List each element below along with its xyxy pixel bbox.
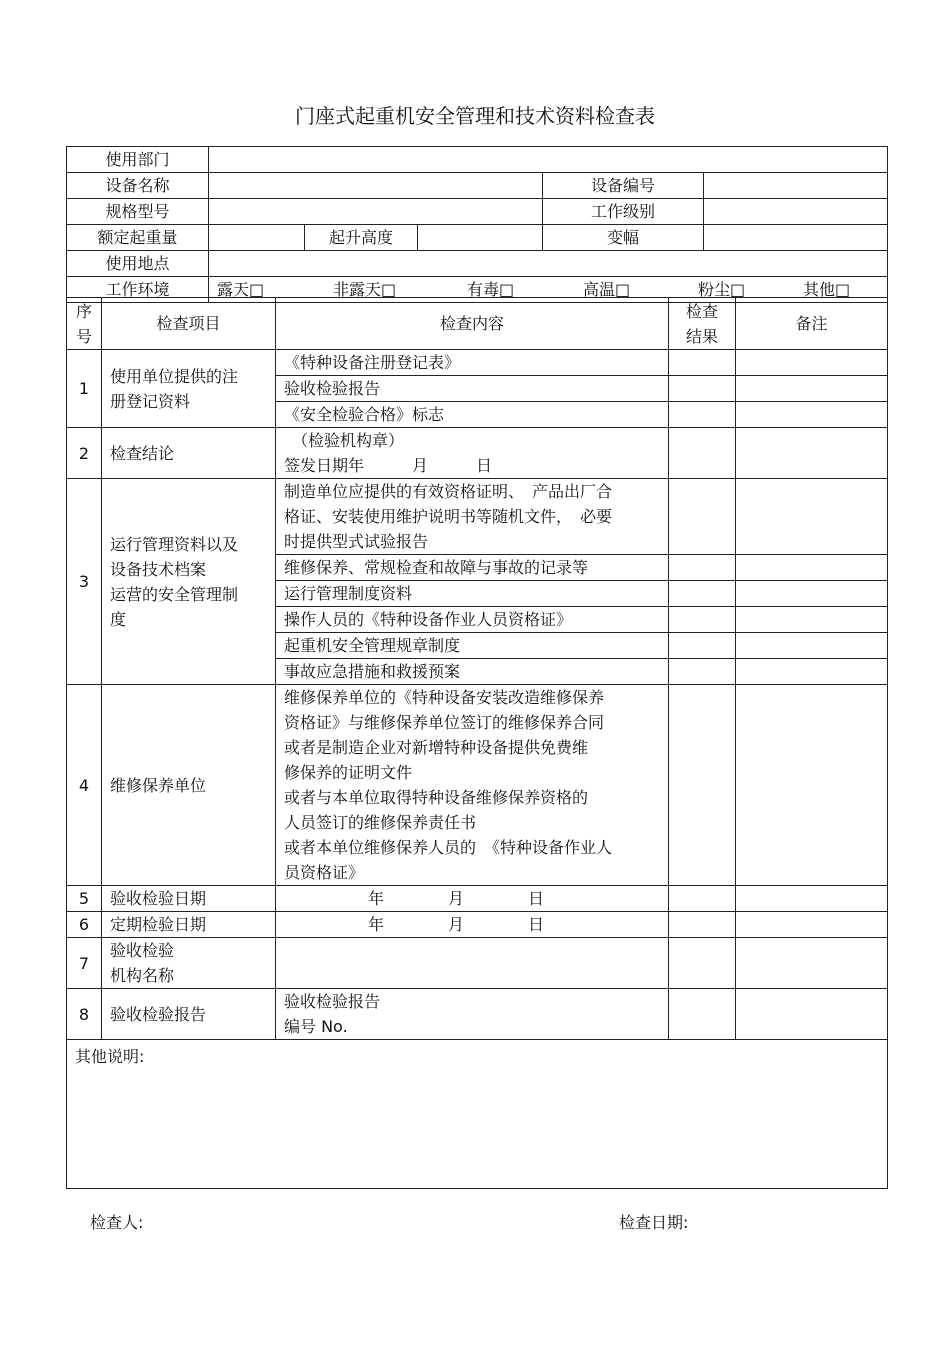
result-cell[interactable] [669,938,736,989]
remark-cell[interactable] [736,350,888,376]
work-level-label: 工作级别 [543,199,704,225]
remark-cell[interactable] [736,479,888,555]
content-line: 《安全检验合格》标志 [276,402,669,428]
env-option-outdoor[interactable]: 露天□ [217,280,265,299]
remark-cell[interactable] [736,938,888,989]
result-cell[interactable] [669,607,736,633]
model-label: 规格型号 [67,199,209,225]
remark-cell[interactable] [736,659,888,685]
table-row [67,428,888,479]
equipment-info-table [66,146,888,303]
header-result: 检查 结果 [669,298,736,350]
result-cell[interactable] [669,402,736,428]
other-notes-row [67,1040,888,1189]
remark-cell[interactable] [736,912,888,938]
content-cell: 制造单位应提供的有效资格证明、 产品出厂合 格证、安装使用维护说明书等随机文件， 必要 时提供型式试验报告 [276,479,669,555]
equip-name-label: 设备名称 [67,173,209,199]
checklist-header-row [67,298,888,350]
row-no: 4 [67,685,102,886]
remark-cell[interactable] [736,376,888,402]
row-item: 定期检验日期 [102,912,276,938]
equip-no-label: 设备编号 [543,173,704,199]
date-cell[interactable]: 年 月 日 [276,886,669,912]
info-row-location [67,251,888,277]
result-cell[interactable] [669,989,736,1040]
row-item: 验收检验日期 [102,886,276,912]
row-item: 检查结论 [102,428,276,479]
info-row-model [67,199,888,225]
env-option-dust[interactable]: 粉尘□ [698,280,746,299]
content-line: 起重机安全管理规章制度 [276,633,669,659]
table-row [67,989,888,1040]
remark-cell[interactable] [736,581,888,607]
result-cell[interactable] [669,912,736,938]
env-option-indoor[interactable]: 非露天□ [333,280,397,299]
info-row-rated-load [67,225,888,251]
header-content: 检查内容 [276,298,669,350]
remark-cell[interactable] [736,607,888,633]
location-value[interactable] [209,251,888,277]
lift-height-value[interactable] [418,225,543,251]
inspector-label: 检查人: [90,1213,144,1232]
content-cell: （检验机构章） 签发日期年 月 日 [276,428,669,479]
table-row [67,938,888,989]
table-row [67,912,888,938]
remark-cell[interactable] [736,685,888,886]
work-level-value[interactable] [704,199,888,225]
env-option-toxic[interactable]: 有毒□ [467,280,515,299]
row-item: 使用单位提供的注 册登记资料 [102,350,276,428]
content-line: 操作人员的《特种设备作业人员资格证》 [276,607,669,633]
content-line: 验收检验报告 [276,376,669,402]
row-item: 验收检验报告 [102,989,276,1040]
use-dept-label: 使用部门 [67,147,209,173]
checklist-table [66,297,888,1189]
row-no: 2 [67,428,102,479]
result-cell[interactable] [669,479,736,555]
equip-name-value[interactable] [209,173,543,199]
amplitude-label: 变幅 [543,225,704,251]
remark-cell[interactable] [736,555,888,581]
remark-cell[interactable] [736,402,888,428]
table-row [67,886,888,912]
table-row [67,350,888,376]
table-row [67,685,888,886]
row-item: 维修保养单位 [102,685,276,886]
result-cell[interactable] [669,886,736,912]
rated-load-value[interactable] [209,225,305,251]
result-cell[interactable] [669,376,736,402]
result-cell[interactable] [669,555,736,581]
remark-cell[interactable] [736,428,888,479]
rated-load-label: 额定起重量 [67,225,209,251]
result-cell[interactable] [669,659,736,685]
header-remark: 备注 [736,298,888,350]
row-no: 6 [67,912,102,938]
header-item: 检查项目 [102,298,276,350]
remark-cell[interactable] [736,633,888,659]
env-option-high-temp[interactable]: 高温□ [583,280,631,299]
result-cell[interactable] [669,685,736,886]
result-cell[interactable] [669,633,736,659]
table-row [67,479,888,555]
content-line: 事故应急措施和救援预案 [276,659,669,685]
content-cell[interactable] [276,938,669,989]
model-value[interactable] [209,199,543,225]
info-row-use-dept [67,147,888,173]
remark-cell[interactable] [736,989,888,1040]
result-cell[interactable] [669,350,736,376]
env-option-other[interactable]: 其他□ [803,280,851,299]
amplitude-value[interactable] [704,225,888,251]
date-cell[interactable]: 年 月 日 [276,912,669,938]
row-no: 8 [67,989,102,1040]
content-line: 维修保养、常规检查和故障与事故的记录等 [276,555,669,581]
row-item: 验收检验 机构名称 [102,938,276,989]
content-line: 《特种设备注册登记表》 [276,350,669,376]
lift-height-label: 起升高度 [305,225,418,251]
location-label: 使用地点 [67,251,209,277]
content-cell: 维修保养单位的《特种设备安装改造维修保养 资格证》与维修保养单位签订的维修保养合同 或者是制造企业对新增特种设备提供免费维 修保养的证明文件 或者与本单位取得特种设备维修保养资格的 人员签订的维修保养责任书 或者本单位维修保养人员的 《特种设备作业人 员资格证》 [276,685,669,886]
row-item: 运行管理资料以及 设备技术档案 运营的安全管理制 度 [102,479,276,685]
row-no: 7 [67,938,102,989]
other-notes-cell[interactable] [67,1040,888,1189]
row-no: 3 [67,479,102,685]
header-no: 序 号 [67,298,102,350]
inspection-date-label: 检查日期: [619,1213,689,1232]
row-no: 5 [67,886,102,912]
info-row-equip-name [67,173,888,199]
environment-label: 工作环境 [67,277,209,303]
page-title: 门座式起重机安全管理和技术资料检查表 [295,104,655,128]
result-cell[interactable] [669,428,736,479]
content-line: 运行管理制度资料 [276,581,669,607]
content-cell: 验收检验报告 编号 No. [276,989,669,1040]
remark-cell[interactable] [736,886,888,912]
row-no: 1 [67,350,102,428]
other-notes-label: 其他说明: [75,1047,145,1066]
equip-no-value[interactable] [704,173,888,199]
result-cell[interactable] [669,581,736,607]
use-dept-value[interactable] [209,147,888,173]
